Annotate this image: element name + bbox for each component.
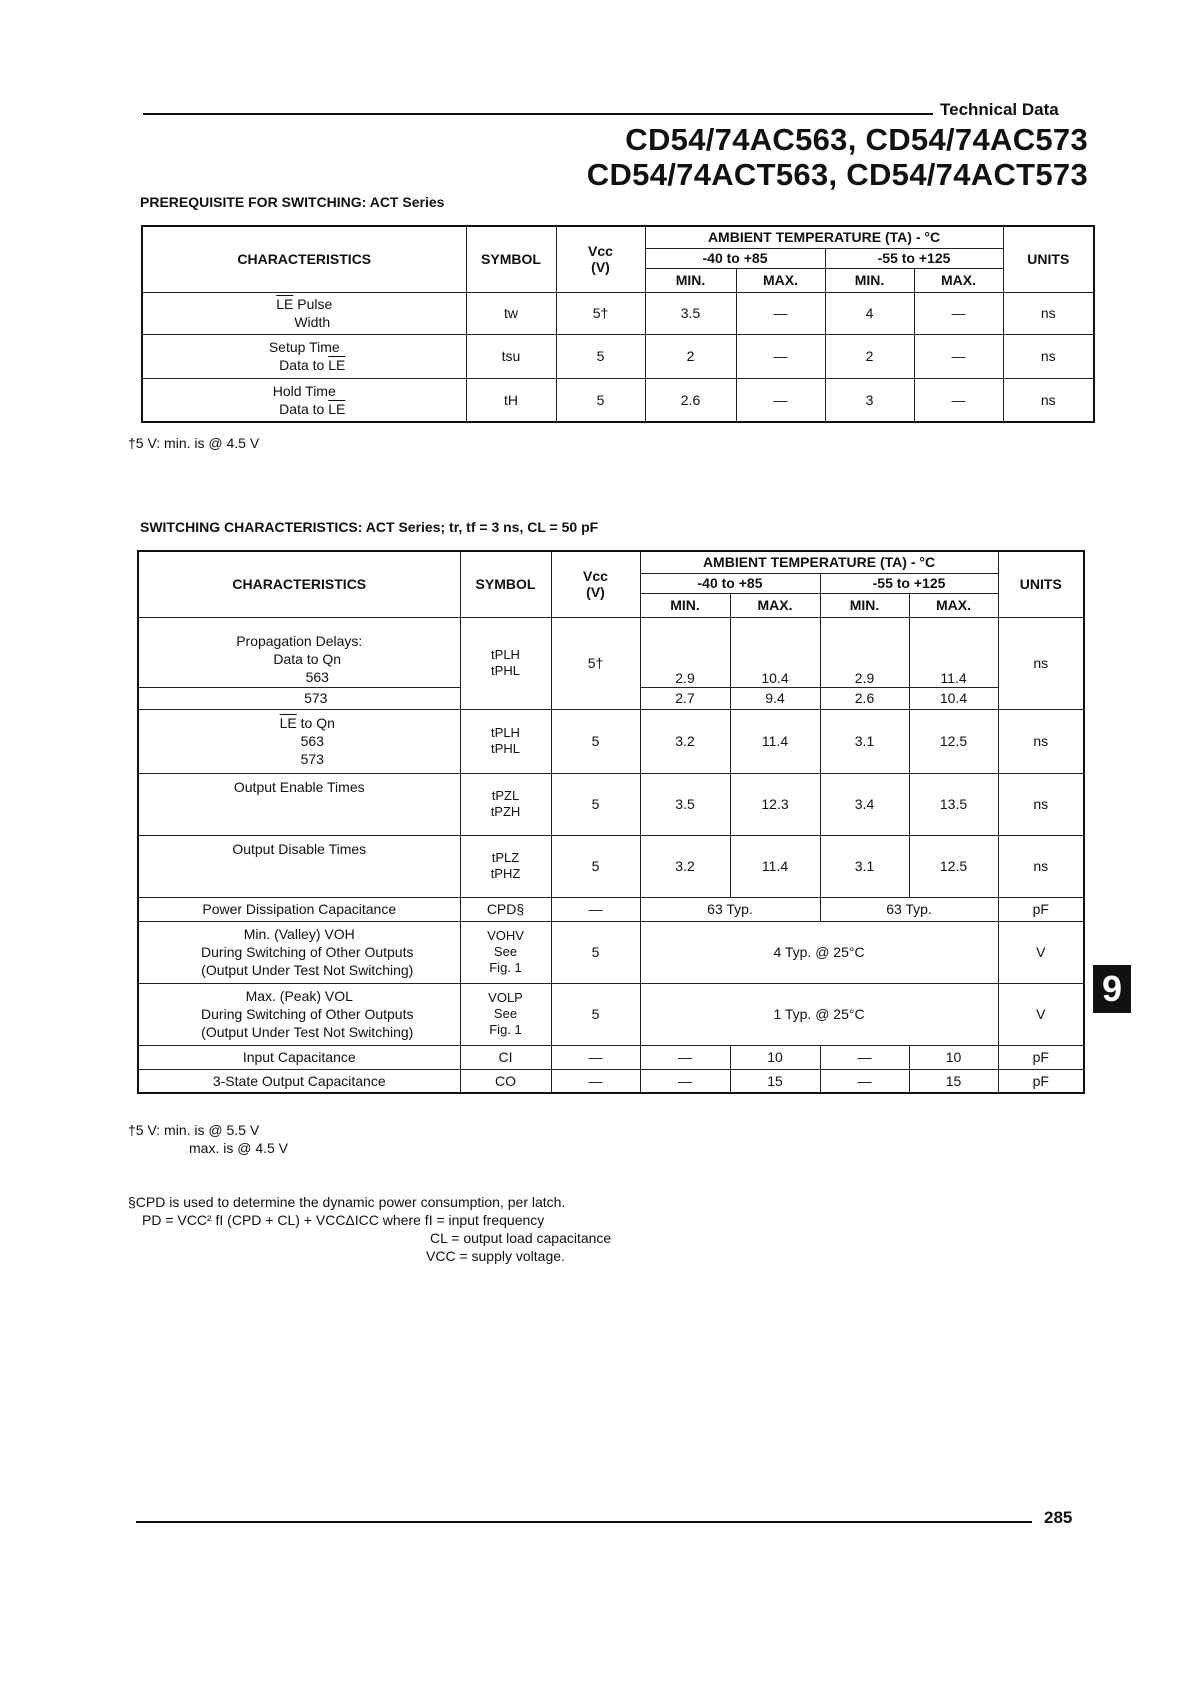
row-vcc: 5 (551, 773, 640, 835)
row-min1: 2 (645, 334, 736, 378)
row-max1: 11.4 (730, 709, 820, 773)
row-name: Hold Time Data to $\overline{LE}$ (142, 378, 466, 422)
row-max1: 12.3 (730, 773, 820, 835)
row-max2: 10.4 (909, 687, 998, 709)
row-min2: 4 (825, 292, 914, 334)
row-units: ns (1003, 378, 1094, 422)
row-units: V (998, 983, 1084, 1045)
row-symbol: tPLH tPHL (460, 709, 551, 773)
col-vcc: Vcc (V) (551, 551, 640, 617)
row-max2: 13.5 (909, 773, 998, 835)
section-tab: 9 (1093, 965, 1131, 1013)
col-symbol: SYMBOL (460, 551, 551, 617)
col-vcc: Vcc (V) (556, 226, 645, 292)
row-max1: 10.4 (730, 617, 820, 687)
col-min1: MIN. (640, 593, 730, 617)
row-max1: 10 (730, 1045, 820, 1069)
row-min2: — (820, 1045, 909, 1069)
switching-footnote: †5 V: min. is @ 5.5 V max. is @ 4.5 V (128, 1122, 289, 1156)
row-name: Input Capacitance (138, 1045, 460, 1069)
col-max2: MAX. (909, 593, 998, 617)
col-max1: MAX. (736, 268, 825, 292)
row-max2: — (914, 334, 1003, 378)
prerequisite-table (141, 225, 1095, 423)
row-max1: 15 (730, 1069, 820, 1093)
table-row (142, 334, 1094, 378)
row-name: Min. (Valley) VOH During Switching of Other Outputs (Output Under Test Not Switching) (138, 921, 460, 983)
row-name: Output Enable Times (138, 773, 460, 835)
row-max2: 11.4 (909, 617, 998, 687)
row-min2: — (820, 1069, 909, 1093)
row-max1: — (736, 334, 825, 378)
row-symbol: CPD§ (460, 897, 551, 921)
row-units: ns (1003, 292, 1094, 334)
row-units: ns (998, 709, 1084, 773)
row-units: V (998, 921, 1084, 983)
col-max2: MAX. (914, 268, 1003, 292)
row-name: $\overline{LE}$ Pulse Width (142, 292, 466, 334)
row-symbol: tPLH tPHL (460, 617, 551, 709)
row-value: 4 Typ. @ 25°C (640, 921, 998, 983)
row-name: Power Dissipation Capacitance (138, 897, 460, 921)
range-1: -40 to +85 (640, 573, 820, 593)
row-max2: 12.5 (909, 709, 998, 773)
table-row (138, 1045, 1084, 1069)
col-min1: MIN. (645, 268, 736, 292)
row-min1: — (640, 1045, 730, 1069)
row-min2: 3.4 (820, 773, 909, 835)
row-value: 1 Typ. @ 25°C (640, 983, 998, 1045)
row-symbol: VOHV See Fig. 1 (460, 921, 551, 983)
row-units: pF (998, 1069, 1084, 1093)
row-vcc: 5 (556, 334, 645, 378)
row-name: $\overline{LE}$ to Qn 563 573 (138, 709, 460, 773)
row-max2: 15 (909, 1069, 998, 1093)
row-name: Max. (Peak) VOL During Switching of Other Outputs (Output Under Test Not Switching) (138, 983, 460, 1045)
row-min1: — (640, 1069, 730, 1093)
row-min2: 2.6 (820, 687, 909, 709)
header-rule (143, 113, 933, 115)
row-vcc: 5 (551, 835, 640, 897)
range-1: -40 to +85 (645, 248, 825, 268)
footer-rule (136, 1521, 1032, 1523)
row-max1: — (736, 292, 825, 334)
section-label: Technical Data (940, 100, 1059, 119)
table-row (138, 897, 1084, 921)
row-vcc: — (551, 1069, 640, 1093)
row-max2: 12.5 (909, 835, 998, 897)
row-vcc: — (551, 897, 640, 921)
prerequisite-footnote: †5 V: min. is @ 4.5 V (128, 435, 260, 451)
row-symbol: VOLP See Fig. 1 (460, 983, 551, 1045)
row-symbol: CO (460, 1069, 551, 1093)
row-typ2: 63 Typ. (820, 897, 998, 921)
row-name: Setup Time Data to $\overline{LE}$ (142, 334, 466, 378)
row-min2: 3 (825, 378, 914, 422)
table-row (138, 709, 1084, 773)
row-min1: 2.9 (640, 617, 730, 687)
row-max2: — (914, 292, 1003, 334)
page-number: 285 (1044, 1508, 1073, 1527)
col-characteristics: CHARACTERISTICS (142, 226, 466, 292)
range-2: -55 to +125 (825, 248, 1003, 268)
row-min2: 2 (825, 334, 914, 378)
row-symbol: tw (466, 292, 556, 334)
table-row (138, 617, 1084, 687)
row-min2: 3.1 (820, 835, 909, 897)
row-vcc: — (551, 1045, 640, 1069)
row-units: ns (998, 617, 1084, 709)
table-row (138, 921, 1084, 983)
row-vcc: 5 (551, 709, 640, 773)
row-min1: 3.5 (640, 773, 730, 835)
row-min1: 3.2 (640, 835, 730, 897)
row-min1: 3.2 (640, 709, 730, 773)
prerequisite-section-title: PREREQUISITE FOR SWITCHING: ACT Series (140, 194, 445, 210)
col-max1: MAX. (730, 593, 820, 617)
row-min2: 3.1 (820, 709, 909, 773)
col-ambient-temperature: AMBIENT TEMPERATURE (TA) - °C (640, 551, 998, 573)
row-name: Output Disable Times (138, 835, 460, 897)
row-max1: — (736, 378, 825, 422)
table-row (142, 378, 1094, 422)
row-max2: 10 (909, 1045, 998, 1069)
row-units: pF (998, 1045, 1084, 1069)
row-vcc: 5 (551, 983, 640, 1045)
row-min1: 2.7 (640, 687, 730, 709)
col-symbol: SYMBOL (466, 226, 556, 292)
row-min2: 2.9 (820, 617, 909, 687)
row-units: ns (998, 773, 1084, 835)
row-max1: 11.4 (730, 835, 820, 897)
row-vcc: 5 (556, 378, 645, 422)
row-typ1: 63 Typ. (640, 897, 820, 921)
row-symbol: tPZL tPZH (460, 773, 551, 835)
row-units: pF (998, 897, 1084, 921)
table-row (138, 835, 1084, 897)
col-characteristics: CHARACTERISTICS (138, 551, 460, 617)
col-units: UNITS (1003, 226, 1094, 292)
row-vcc: 5† (551, 617, 640, 709)
row-min1: 3.5 (645, 292, 736, 334)
cpd-note: §CPD is used to determine the dynamic power consumption, per latch. PD = VCC² fI (CPD + CL) + VCCΔICC where fI = input frequency CL = output load capacitance VCC = supply voltage. (128, 1194, 612, 1264)
row-units: ns (1003, 334, 1094, 378)
col-min2: MIN. (820, 593, 909, 617)
row-name: Propagation Delays: Data to Qn 563 (138, 617, 460, 687)
row-vcc: 5† (556, 292, 645, 334)
row-name: 3-State Output Capacitance (138, 1069, 460, 1093)
switching-table (137, 550, 1085, 1094)
table-row (142, 292, 1094, 334)
table-row (138, 773, 1084, 835)
row-max2: — (914, 378, 1003, 422)
col-ambient-temperature: AMBIENT TEMPERATURE (TA) - °C (645, 226, 1003, 248)
page-title-line2: CD54/74ACT563, CD54/74ACT573 (586, 157, 1088, 192)
table-row (138, 983, 1084, 1045)
range-2: -55 to +125 (820, 573, 998, 593)
row-min1: 2.6 (645, 378, 736, 422)
switching-section-title: SWITCHING CHARACTERISTICS: ACT Series; tr, tf = 3 ns, CL = 50 pF (140, 519, 599, 535)
row-name: 573 (138, 687, 460, 709)
row-symbol: CI (460, 1045, 551, 1069)
row-max1: 9.4 (730, 687, 820, 709)
col-min2: MIN. (825, 268, 914, 292)
col-units: UNITS (998, 551, 1084, 617)
table-row (138, 1069, 1084, 1093)
row-vcc: 5 (551, 921, 640, 983)
row-symbol: tH (466, 378, 556, 422)
page-title-line1: CD54/74AC563, CD54/74AC573 (625, 122, 1088, 157)
row-symbol: tPLZ tPHZ (460, 835, 551, 897)
row-symbol: tsu (466, 334, 556, 378)
row-units: ns (998, 835, 1084, 897)
